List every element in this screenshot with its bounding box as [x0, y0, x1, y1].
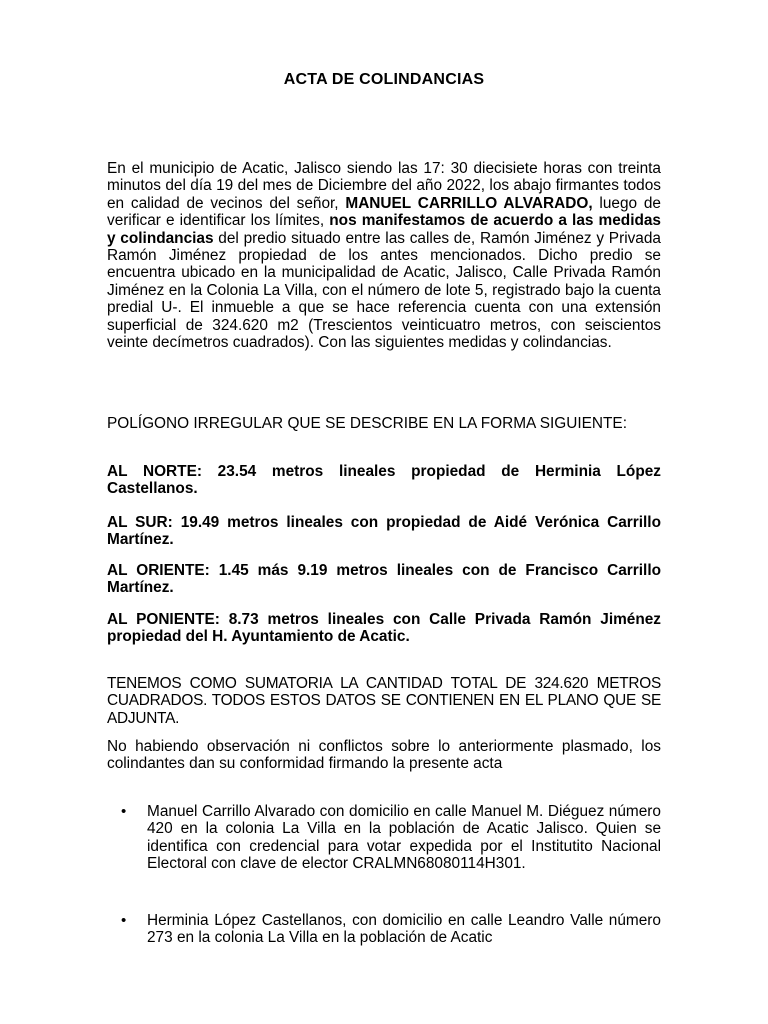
intro-paragraph	[107, 160, 661, 351]
total-statement: TENEMOS COMO SUMATORIA LA CANTIDAD TOTAL DE 324.620 METROS CUADRADOS. TODOS ESTOS DATOS SE CONTIENEN EN EL PLANO QUE SE ADJUNTA.	[107, 675, 661, 727]
document-title: ACTA DE COLINDANCIAS	[283, 71, 485, 88]
boundary-south: AL SUR: 19.49 metros lineales con propiedad de Aidé Verónica Carrillo Martínez.	[107, 514, 661, 549]
signer-text: Herminia López Castellanos, con domicilio en calle Leandro Valle número 273 en la colonia La Villa en la población de Acatic	[147, 912, 661, 947]
bullet-icon: •	[121, 912, 127, 929]
boundary-east: AL ORIENTE: 1.45 más 9.19 metros lineales con de Francisco Carrillo Martínez.	[107, 562, 661, 597]
conformity-paragraph: No habiendo observación ni conflictos sobre lo anteriormente plasmado, los colindantes dan su conformidad firmando la presente acta	[107, 738, 661, 773]
boundary-north: AL NORTE: 23.54 metros lineales propiedad de Herminia López Castellanos.	[107, 463, 661, 498]
intro-text-1: En el municipio de Acatic, Jalisco siendo las 17: 30 diecisiete horas con treinta minutos del día 19 del mes de Diciembre del año 2022, los abajo firmantes todos en calidad de vecinos del señor,	[107, 160, 661, 212]
bullet-icon: •	[121, 803, 127, 820]
owner-name: MANUEL CARRILLO ALVARADO,	[345, 194, 593, 212]
intro-text-2: luego de verificar e identificar los límites,	[107, 194, 661, 230]
agreement-statement: nos manifestamos de acuerdo a las medidas y colindancias	[107, 212, 661, 247]
polygon-heading: POLÍGONO IRREGULAR QUE SE DESCRIBE EN LA FORMA SIGUIENTE:	[107, 415, 627, 432]
signer-text: Manuel Carrillo Alvarado con domicilio en calle Manuel M. Diéguez número 420 en la colonia La Villa en la población de Acatic Jalisco. Quien se identifica con credencial para votar expedida por el Institutito Nacional Electoral con clave de elector CRALMN68080114H301.	[147, 803, 661, 873]
intro-text-3: del predio situado entre las calles de, Ramón Jiménez y Privada Ramón Jiménez propiedad de los antes mencionados. Dicho predio se encuentra ubicado en la municipalidad de Acatic, Jalisco, Calle Privada Ramón Jiménez en la Colonia La Villa, con el número de lote 5, registrado bajo la cuenta predial U-. El inmueble a que se hace referencia cuenta con una extensión superficial de 324.620 m2 (Trescientos veinticuatro metros, con seiscientos veinte decímetros cuadrados). Con las siguientes medidas y colindancias.	[107, 229, 661, 352]
boundary-west: AL PONIENTE: 8.73 metros lineales con Calle Privada Ramón Jiménez propiedad del H. Ayuntamiento de Acatic.	[107, 611, 661, 646]
